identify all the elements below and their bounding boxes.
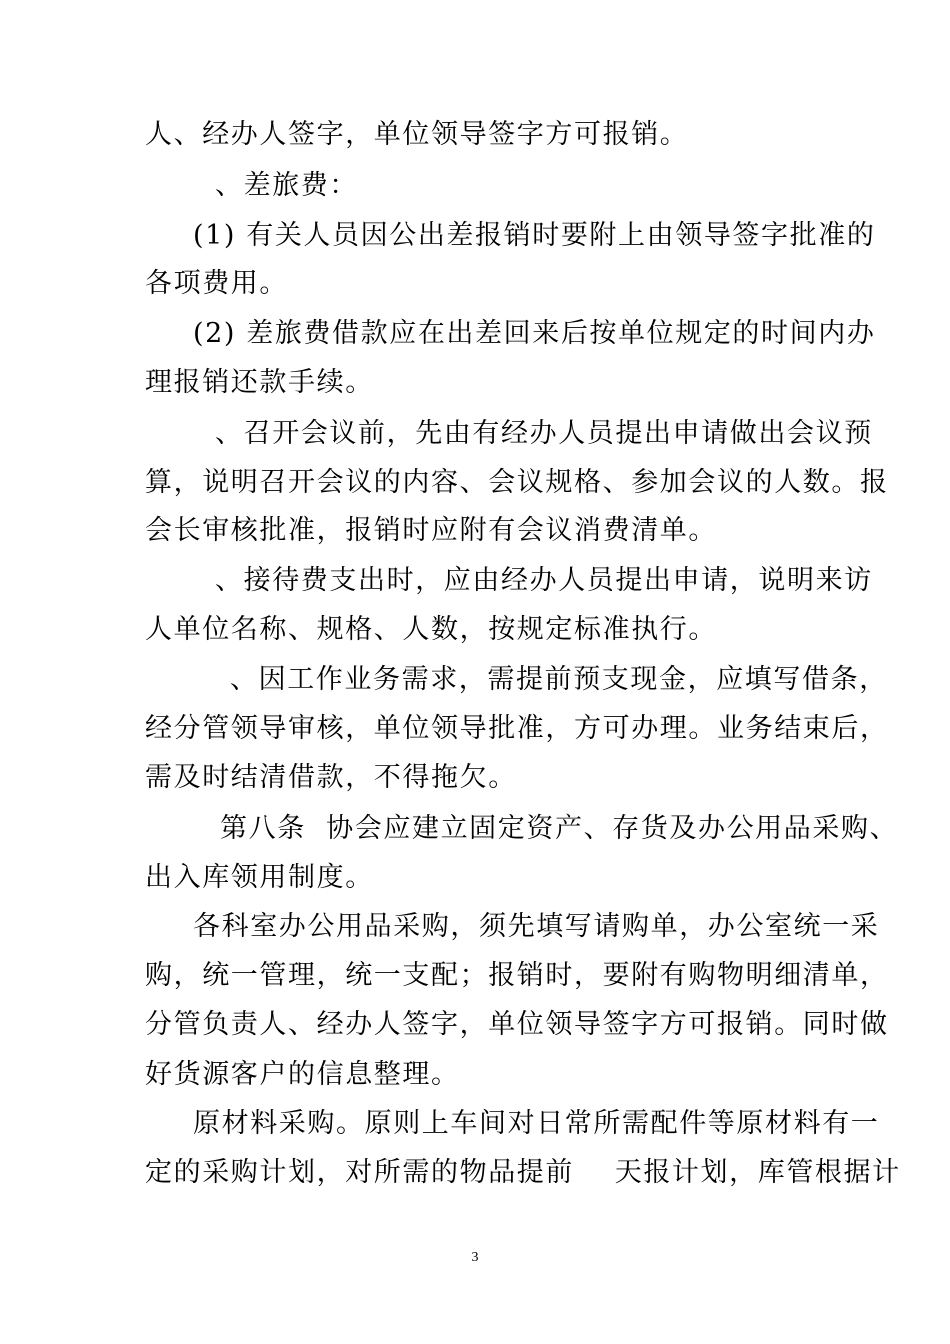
text-line: 需及时结清借款，不得拖欠。 bbox=[145, 762, 517, 793]
text-line: 算，说明召开会议的内容、会议规格、参加会议的人数。报 bbox=[145, 467, 889, 498]
text-line: 好货源客户的信息整理。 bbox=[145, 1059, 460, 1090]
text-line: 、因工作业务需求，需提前预支现金，应填写借条， bbox=[230, 664, 888, 695]
text-line: 理报销还款手续。 bbox=[145, 367, 374, 398]
page-number: 3 bbox=[471, 1250, 479, 1265]
text-line: (2) 差旅费借款应在出差回来后按单位规定的时间内办 bbox=[193, 318, 876, 349]
text-line: 会长审核批准，报销时应附有会议消费清单。 bbox=[145, 515, 717, 546]
text-line: 、接待费支出时，应由经办人员提出申请，说明来访 bbox=[215, 565, 873, 596]
text-line: (1) 有关人员因公出差报销时要附上由领导签字批准的 bbox=[193, 220, 876, 251]
text-line: 定的采购计划，对所需的物品提前 天报计划，库管根据计 bbox=[145, 1157, 901, 1188]
text-line: 各科室办公用品采购，须先填写请购单，办公室统一采 bbox=[193, 911, 880, 942]
text-line: 第八条 协会应建立固定资产、存货及办公用品采购、 bbox=[220, 813, 899, 844]
text-line: 经分管领导审核，单位领导批准，方可办理。业务结束后， bbox=[145, 713, 889, 744]
text-line: 、差旅费： bbox=[215, 170, 358, 201]
text-line: 人单位名称、规格、人数，按规定标准执行。 bbox=[145, 614, 717, 645]
text-line: 人、经办人签字，单位领导签字方可报销。 bbox=[145, 119, 689, 150]
text-line: 、召开会议前，先由有经办人员提出申请做出会议预 bbox=[215, 418, 873, 449]
text-line: 各项费用。 bbox=[145, 268, 288, 299]
text-line: 购，统一管理，统一支配；报销时，要附有购物明细清单， bbox=[145, 960, 889, 991]
text-line: 出入库领用制度。 bbox=[145, 862, 374, 893]
text-line: 原材料采购。原则上车间对日常所需配件等原材料有一 bbox=[193, 1108, 880, 1139]
text-line: 分管负责人、经办人签字，单位领导签字方可报销。同时做 bbox=[145, 1009, 889, 1040]
